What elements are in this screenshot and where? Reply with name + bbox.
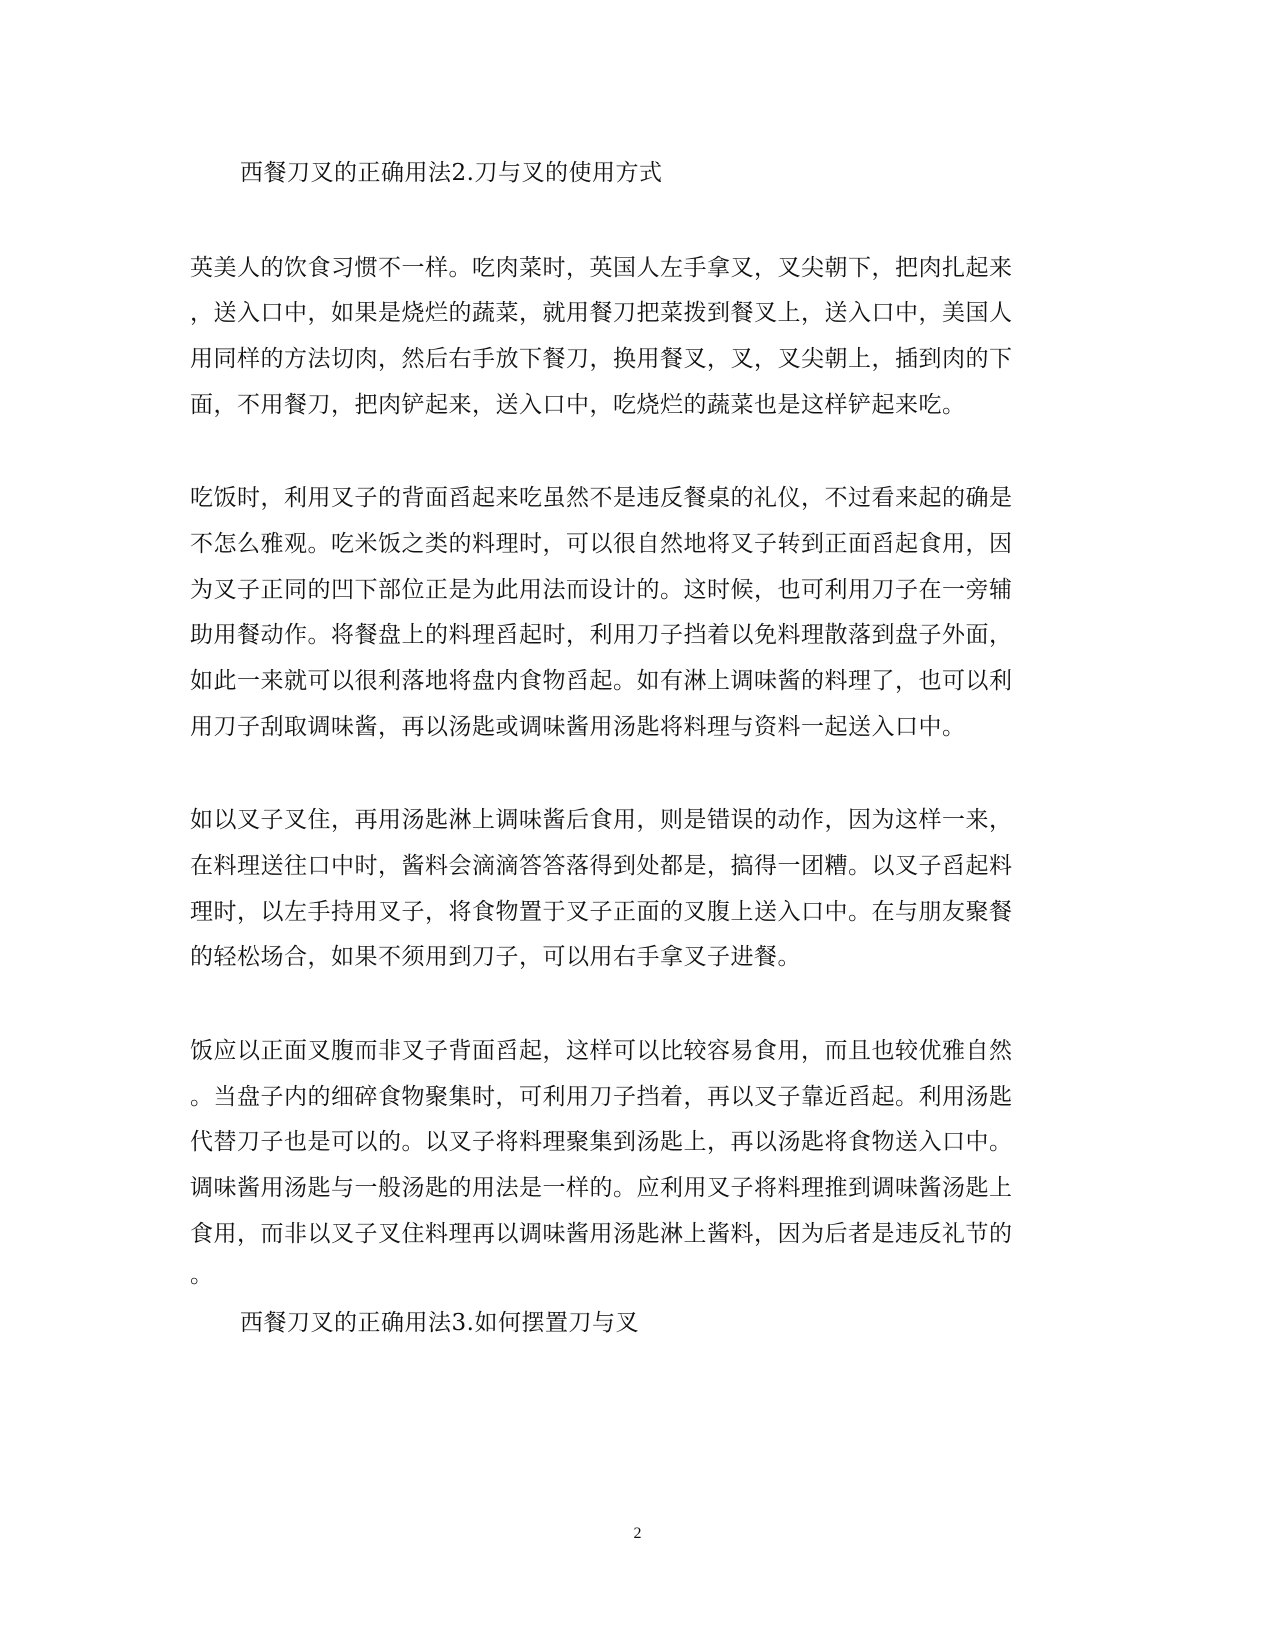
paragraph-line: 用刀子刮取调味酱，再以汤匙或调味酱用汤匙将料理与资料一起送入口中。	[190, 714, 966, 740]
paragraph-line: 调味酱用汤匙与一般汤匙的用法是一样的。应利用叉子将料理推到调味酱汤匙上	[190, 1175, 1013, 1201]
paragraph-line: 在料理送往口中时，酱料会滴滴答答落得到处都是，搞得一团糟。以叉子舀起料	[190, 853, 1013, 879]
paragraph-line: 饭应以正面叉腹而非叉子背面舀起，这样可以比较容易食用，而且也较优雅自然	[190, 1038, 1013, 1064]
page-number: 2	[633, 1525, 642, 1542]
paragraph-line: ，送入口中，如果是烧烂的蔬菜，就用餐刀把菜拨到餐叉上，送入口中，美国人	[190, 300, 1013, 326]
section-heading: 西餐刀叉的正确用法2.刀与叉的使用方式	[240, 160, 663, 186]
paragraph-line: 理时，以左手持用叉子，将食物置于叉子正面的叉腹上送入口中。在与朋友聚餐	[190, 899, 1013, 925]
paragraph-line: 英美人的饮食习惯不一样。吃肉菜时，英国人左手拿叉，叉尖朝下，把肉扎起来	[190, 255, 1013, 281]
paragraph-line: 吃饭时，利用叉子的背面舀起来吃虽然不是违反餐桌的礼仪，不过看来起的确是	[190, 485, 1013, 511]
paragraph-line: 如此一来就可以很利落地将盘内食物舀起。如有淋上调味酱的料理了，也可以利	[190, 668, 1013, 694]
paragraph-line: 助用餐动作。将餐盘上的料理舀起时，利用刀子挡着以免料理散落到盘子外面，	[190, 622, 1013, 648]
paragraph-line: 。当盘子内的细碎食物聚集时，可利用刀子挡着，再以叉子靠近舀起。利用汤匙	[190, 1084, 1013, 1110]
paragraph-line: 。	[190, 1262, 214, 1288]
paragraph-line: 代替刀子也是可以的。以叉子将料理聚集到汤匙上，再以汤匙将食物送入口中。	[190, 1129, 1013, 1155]
section-heading: 西餐刀叉的正确用法3.如何摆置刀与叉	[240, 1310, 639, 1336]
paragraph-line: 为叉子正同的凹下部位正是为此用法而设计的。这时候，也可利用刀子在一旁辅	[190, 577, 1013, 603]
paragraph-line: 的轻松场合，如果不须用到刀子，可以用右手拿叉子进餐。	[190, 944, 801, 970]
paragraph-line: 不怎么雅观。吃米饭之类的料理时，可以很自然地将叉子转到正面舀起食用，因	[190, 531, 1013, 557]
paragraph-line: 如以叉子叉住，再用汤匙淋上调味酱后食用，则是错误的动作，因为这样一来，	[190, 807, 1013, 833]
paragraph-line: 用同样的方法切肉，然后右手放下餐刀，换用餐叉，叉，叉尖朝上，插到肉的下	[190, 346, 1013, 372]
paragraph-line: 面，不用餐刀，把肉铲起来，送入口中，吃烧烂的蔬菜也是这样铲起来吃。	[190, 392, 966, 418]
paragraph-line: 食用，而非以叉子叉住料理再以调味酱用汤匙淋上酱料，因为后者是违反礼节的	[190, 1221, 1013, 1247]
